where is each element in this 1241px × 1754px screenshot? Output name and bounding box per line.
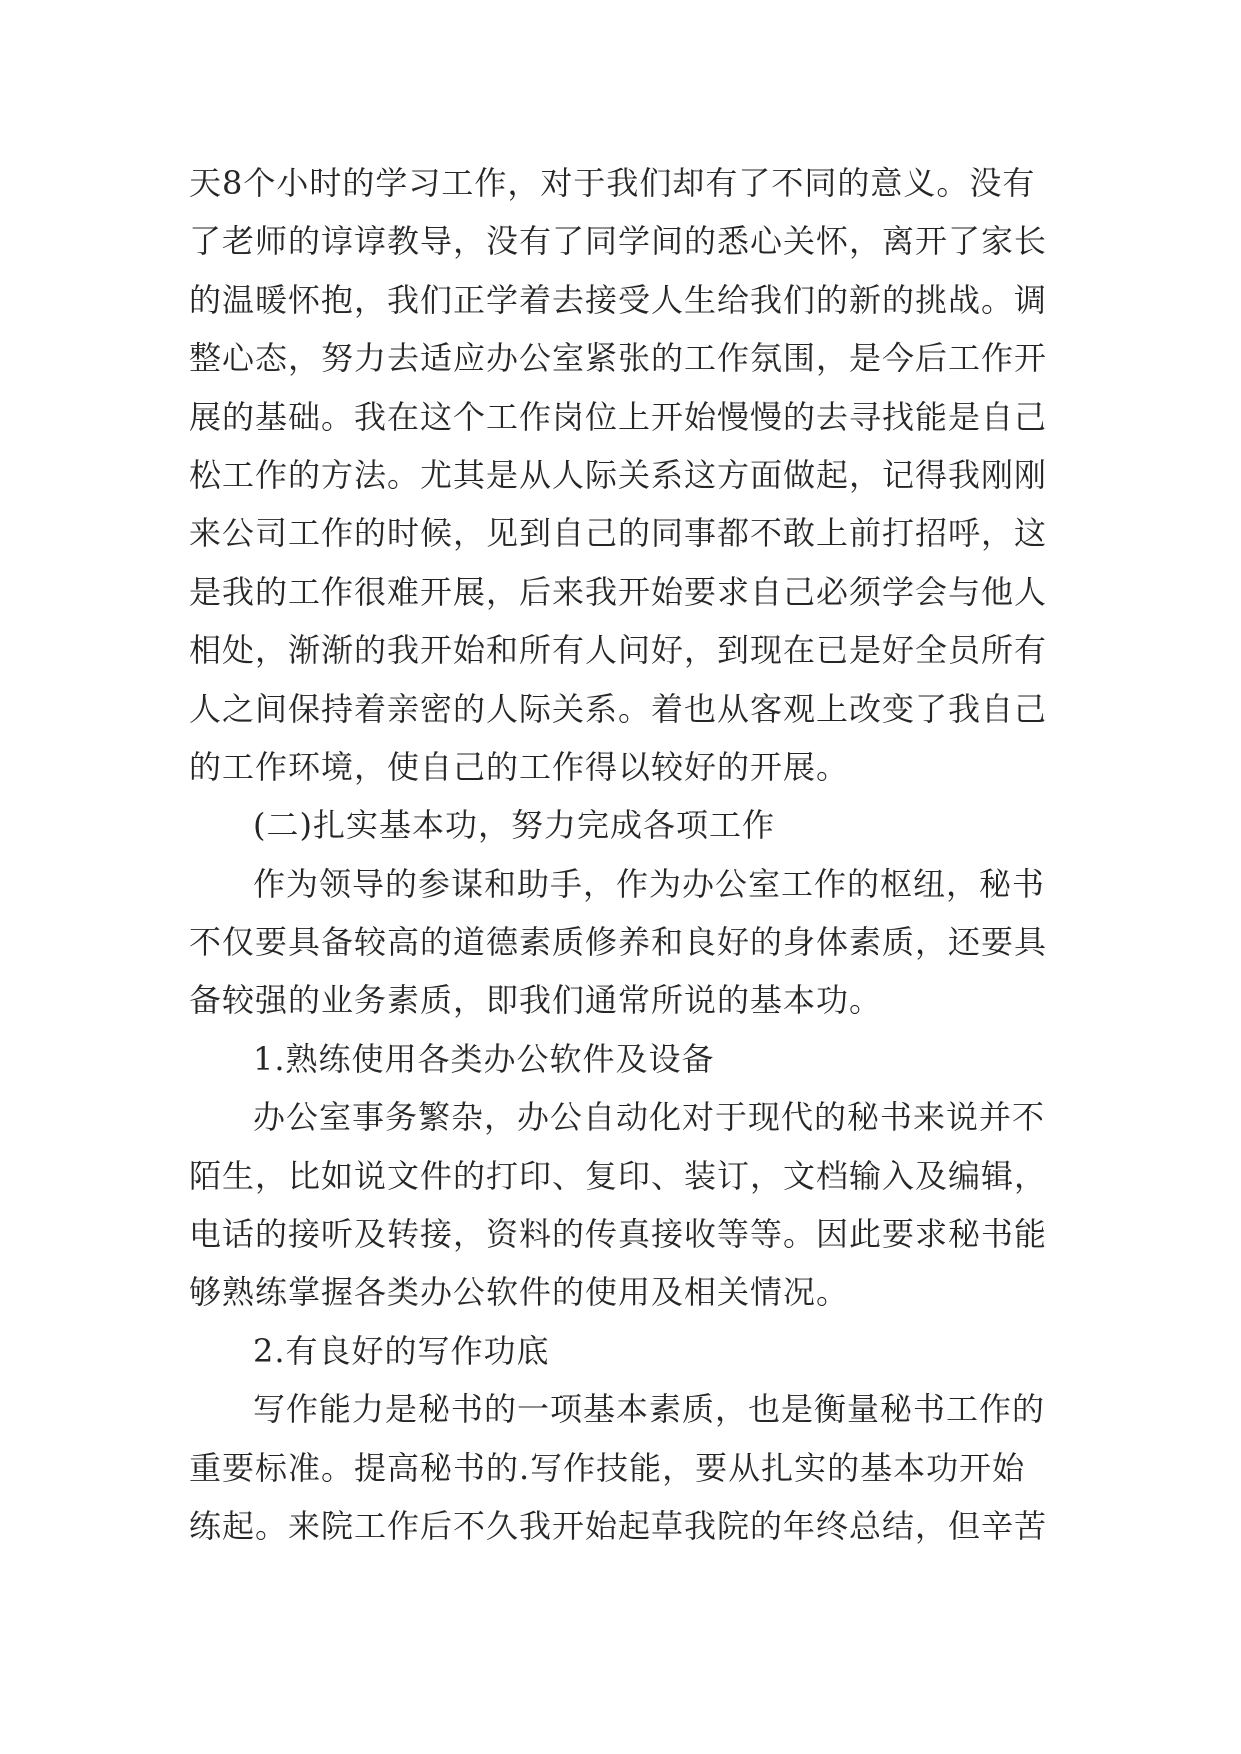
- text-line: 松工作的方法。尤其是从人际关系这方面做起，记得我刚刚: [189, 455, 1048, 494]
- text-line: 展的基础。我在这个工作岗位上开始慢慢的去寻找能是自己: [189, 397, 1048, 436]
- text-line: 陌生，比如说文件的打印、复印、装订，文档输入及编辑，: [189, 1156, 1048, 1195]
- text-line: 重要标准。提高秘书的.写作技能，要从扎实的基本功开始: [189, 1448, 1026, 1487]
- subsection-heading: 2.有良好的写作功底: [253, 1331, 550, 1370]
- text-line: 作为领导的参谋和助手，作为办公室工作的枢纽，秘书: [253, 864, 1046, 903]
- text-line: 的工作环境，使自己的工作得以较好的开展。: [189, 747, 850, 786]
- text-line: 不仅要具备较高的道德素质修养和良好的身体素质，还要具: [189, 923, 1048, 962]
- text-line: 办公室事务繁杂，办公自动化对于现代的秘书来说并不: [253, 1098, 1046, 1137]
- text-line: 整心态，努力去适应办公室紧张的工作氛围，是今后工作开: [189, 339, 1048, 378]
- text-line: 人之间保持着亲密的人际关系。着也从客观上改变了我自己: [189, 689, 1048, 728]
- subsection-heading: 1.熟练使用各类办公软件及设备: [253, 1039, 715, 1078]
- text-line: 写作能力是秘书的一项基本素质，也是衡量秘书工作的: [253, 1390, 1046, 1429]
- body-text: [189, 154, 1064, 1555]
- text-line: 练起。来院工作后不久我开始起草我院的年终总结，但辛苦: [189, 1506, 1048, 1545]
- section-heading: (二)扎实基本功，努力完成各项工作: [253, 806, 775, 845]
- text-line: 了老师的谆谆教导，没有了同学间的悉心关怀，离开了家长: [189, 222, 1048, 261]
- text-line: 电话的接听及转接，资料的传真接收等等。因此要求秘书能: [189, 1215, 1048, 1254]
- text-line: 够熟练掌握各类办公软件的使用及相关情况。: [189, 1273, 850, 1312]
- text-line: 是我的工作很难开展，后来我开始要求自己必须学会与他人: [189, 572, 1048, 611]
- text-line: 天8个小时的学习工作，对于我们却有了不同的意义。没有: [189, 164, 1036, 202]
- text-line: 备较强的业务素质，即我们通常所说的基本功。: [189, 981, 883, 1020]
- text-line: 来公司工作的时候，见到自己的同事都不敢上前打招呼，这: [189, 514, 1048, 553]
- text-line: 的温暖怀抱，我们正学着去接受人生给我们的新的挑战。调: [189, 280, 1048, 319]
- text-line: 相处，渐渐的我开始和所有人问好，到现在已是好全员所有: [189, 631, 1048, 670]
